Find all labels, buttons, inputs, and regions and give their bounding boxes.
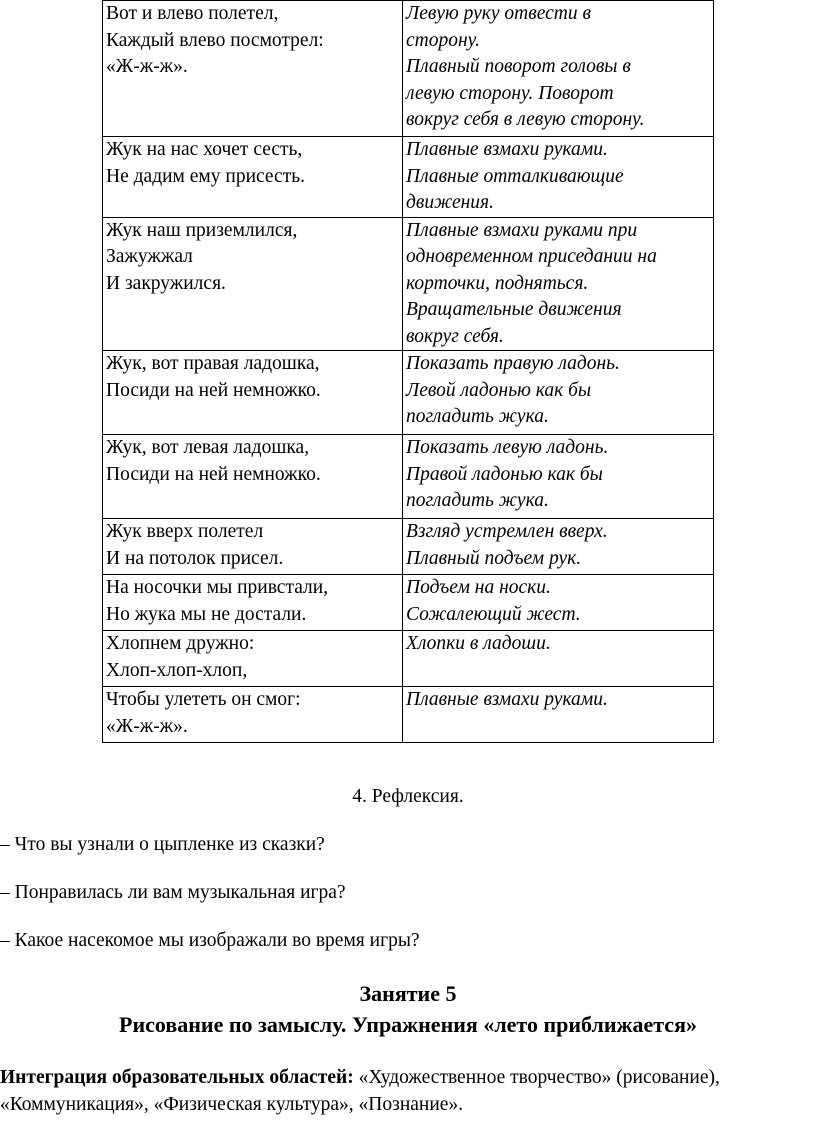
table-row	[103, 1, 714, 137]
poem-line: «Ж-ж-ж».	[106, 715, 188, 737]
movement-line: вокруг себя.	[406, 325, 504, 347]
poem-text-cell	[103, 631, 403, 687]
movement-line: погладить жука.	[406, 490, 549, 511]
table-row	[103, 351, 714, 435]
movement-line: левую сторону. Поворот	[406, 82, 614, 104]
movement-cell	[403, 351, 714, 435]
poem-line: Жук вверх полетел	[106, 521, 264, 542]
integration-paragraph	[0, 1064, 810, 1118]
movement-line: Сожалеющий жест.	[406, 603, 581, 625]
movement-line: Плавные взмахи руками при	[406, 219, 638, 241]
movement-line: Правой ладонью как бы	[406, 463, 603, 485]
lesson-title: Рисование по замыслу. Упражнения «лето приближается»	[119, 1012, 697, 1037]
table-row	[103, 631, 714, 687]
movement-line: одновременном приседании на	[406, 246, 657, 267]
poem-line: И на потолок присел.	[106, 547, 284, 569]
poem-line: Но жука мы не достали.	[106, 603, 307, 625]
movement-cell	[403, 1, 714, 137]
movement-line: Левую руку отвести в	[406, 3, 591, 24]
poem-line: Каждый влево посмотрел:	[106, 29, 324, 51]
integration-label: Интеграция образовательных областей:	[0, 1067, 354, 1088]
question-2: – Понравилась ли вам музыкальная игра?	[0, 882, 346, 903]
poem-line: Не дадим ему присесть.	[106, 165, 305, 187]
movement-cell	[403, 575, 714, 631]
movement-line: Показать правую ладонь.	[406, 353, 620, 374]
movement-line: корточки, подняться.	[406, 272, 589, 294]
table-row	[103, 217, 714, 351]
poem-line: Хлопнем дружно:	[106, 633, 255, 654]
poem-line: Посиди на ней немножко.	[106, 463, 321, 485]
poem-line: Чтобы улететь он смог:	[106, 689, 301, 710]
poem-line: Жук наш приземлился,	[106, 219, 298, 241]
poem-text-cell	[103, 575, 403, 631]
poem-line: И закружился.	[106, 272, 226, 294]
table-row	[103, 435, 714, 519]
poem-line: Зажужжал	[106, 246, 193, 267]
poem-text-cell	[103, 435, 403, 519]
movement-line: Плавные взмахи руками.	[406, 689, 608, 710]
movement-line: движения.	[406, 192, 494, 213]
poem-line: «Ж-ж-ж».	[106, 56, 188, 77]
poem-line: Хлоп-хлоп-хлоп,	[106, 659, 248, 681]
movement-cell	[403, 519, 714, 575]
movement-cell	[403, 435, 714, 519]
poem-text-cell	[103, 1, 403, 137]
movement-line: Подъем на носки.	[406, 577, 551, 598]
movement-line: Плавный поворот головы в	[406, 56, 631, 77]
reflection-heading: 4. Рефлексия.	[352, 786, 464, 807]
movement-line: Плавные взмахи руками.	[406, 139, 608, 160]
movement-line: Хлопки в ладоши.	[406, 633, 551, 654]
table-row	[103, 575, 714, 631]
movement-cell	[403, 687, 714, 743]
question-1: – Что вы узнали о цыпленке из сказки?	[0, 834, 325, 855]
integration-text: «Художественное творчество» (рисование), «Коммуникация», «Физическая культура», «Познание».	[0, 1067, 720, 1115]
movement-line: Плавные отталкивающие	[406, 165, 624, 187]
poem-line: Вот и влево полетел,	[106, 3, 279, 24]
movement-line: Плавный подъем рук.	[406, 547, 582, 569]
poem-text-cell	[103, 217, 403, 351]
movement-line: Показать левую ладонь.	[406, 437, 609, 458]
table-row	[103, 137, 714, 218]
poem-text-cell	[103, 351, 403, 435]
poem-line: Жук, вот правая ладошка,	[106, 353, 320, 374]
table-row	[103, 687, 714, 743]
poem-line: Жук, вот левая ладошка,	[106, 437, 310, 458]
movement-line: сторону.	[406, 29, 480, 51]
movement-line: вокруг себя в левую сторону.	[406, 109, 645, 130]
poem-line: На носочки мы привстали,	[106, 577, 329, 598]
poem-line: Посиди на ней немножко.	[106, 379, 321, 401]
lesson-number: Занятие 5	[359, 981, 457, 1006]
movement-cell	[403, 217, 714, 351]
table-row	[103, 519, 714, 575]
poem-text-cell	[103, 519, 403, 575]
movement-cell	[403, 137, 714, 218]
movement-line: погладить жука.	[406, 406, 549, 427]
poem-line: Жук на нас хочет сесть,	[106, 139, 303, 160]
movement-line: Левой ладонью как бы	[406, 379, 592, 401]
movement-cell	[403, 631, 714, 687]
movement-line: Взгляд устремлен вверх.	[406, 521, 608, 542]
question-3: – Какое насекомое мы изображали во время игры?	[0, 930, 420, 951]
poem-text-cell	[103, 687, 403, 743]
movement-line: Вращательные движения	[406, 299, 622, 320]
poem-text-cell	[103, 137, 403, 218]
poem-movement-table	[102, 0, 714, 743]
